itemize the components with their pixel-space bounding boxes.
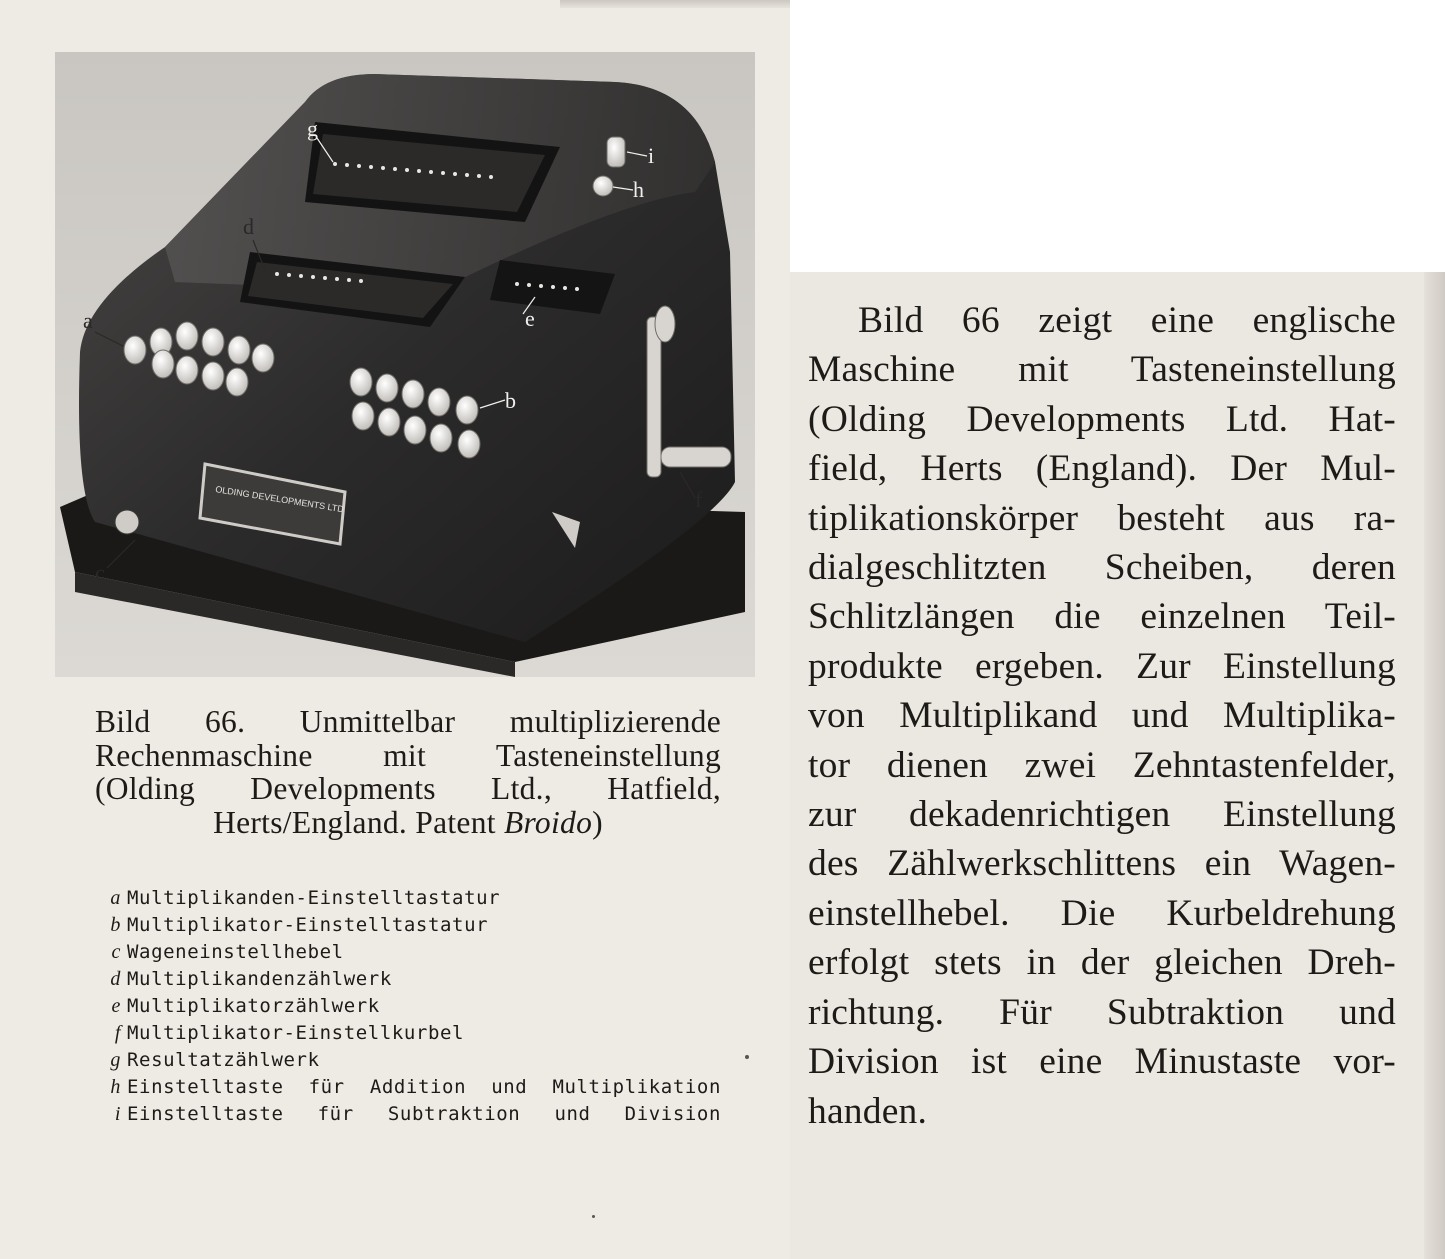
legend-text: Multiplikator-Einstelltastatur (127, 914, 489, 936)
legend-item (95, 966, 721, 993)
legend-item (95, 939, 721, 966)
body-paragraph (808, 296, 1396, 1136)
body-line: zur dekadenrichtigen Einstellung (808, 794, 1396, 836)
photo-label-g: g (307, 116, 318, 141)
legend-text: Einstelltaste für Subtraktion und Division (127, 1103, 721, 1125)
top-bleed-strip (560, 0, 790, 8)
legend-text: Multiplikator-Einstellkurbel (127, 1022, 465, 1044)
photo-label-d: d (243, 214, 254, 239)
photo-label-h: h (633, 177, 644, 202)
caption-inventor: Broido (503, 804, 593, 840)
body-line: Schlitzlängen die einzelnen Teil- (808, 596, 1396, 638)
print-speck (745, 1055, 749, 1059)
caption-line: (Olding Developments Ltd., Hatfield, (95, 771, 721, 806)
body-line: tor dienen zwei Zehntastenfelder, (808, 744, 1396, 786)
legend-key: g (110, 1049, 121, 1071)
caption-line: Rechenmaschine mit Tasteneinstellung (95, 737, 721, 773)
body-line: Division ist eine Minustaste vor- (808, 1041, 1396, 1083)
legend-text: Resultatzählwerk (127, 1049, 320, 1071)
body-line: von Multiplikand und Multiplika- (808, 695, 1396, 737)
legend-text: Wageneinstellhebel (127, 941, 344, 963)
body-line: Bild 66 zeigt eine englische (858, 300, 1396, 341)
body-line: handen. (808, 1090, 928, 1132)
body-line: richtung. Für Subtraktion und (808, 991, 1396, 1033)
body-line: field, Herts (England). Der Mul- (808, 448, 1396, 490)
legend-key: b (110, 914, 121, 936)
print-speck (592, 1215, 595, 1218)
legend-text: Multiplikandenzählwerk (127, 968, 392, 990)
legend-key: h (110, 1076, 121, 1098)
photo-label-e: e (525, 306, 535, 331)
caption-last-suffix: ) (592, 804, 603, 840)
body-line: dialgeschlitzten Scheiben, deren (808, 547, 1396, 589)
photo-label-b: b (505, 388, 516, 413)
body-line: Maschine mit Tasteneinstellung (808, 349, 1396, 391)
legend-key: i (114, 1103, 121, 1125)
nameplate-text: OLDING DEVELOPMENTS LTD (214, 484, 345, 515)
legend-text: Multiplikatorzählwerk (127, 995, 380, 1017)
legend-item (95, 1074, 721, 1101)
legend-key: a (110, 887, 121, 909)
caption-line: Bild 66. Unmittelbar multiplizierende (95, 704, 721, 739)
legend-item (95, 885, 721, 912)
body-line: produkte ergeben. Zur Einstellung (808, 645, 1396, 687)
legend-item (95, 1020, 721, 1047)
caption-line-last (95, 806, 721, 840)
legend-key: e (111, 995, 121, 1017)
photo-label-i: i (648, 143, 655, 168)
legend-item (95, 993, 721, 1020)
body-line: (Olding Developments Ltd. Hat- (808, 398, 1396, 440)
legend-item (95, 1101, 721, 1128)
figure-caption (95, 705, 721, 839)
body-line: des Zählwerkschlittens ein Wagen- (808, 843, 1396, 885)
legend-key: d (110, 968, 121, 990)
legend-key: f (114, 1022, 121, 1044)
figure-legend (95, 885, 721, 1128)
body-line: erfolgt stets in der gleichen Dreh- (808, 942, 1396, 984)
legend-key: c (111, 941, 121, 963)
page-edge-shadow (1424, 272, 1445, 1259)
photo-label-f: f (695, 487, 703, 512)
legend-text: Multiplikanden-Einstelltastatur (127, 887, 501, 909)
machine-photo (55, 52, 755, 677)
legend-item (95, 1047, 721, 1074)
legend-item (95, 912, 721, 939)
legend-text: Einstelltaste für Addition und Multiplikation (127, 1076, 721, 1098)
body-line: tiplikationskörper besteht aus ra- (808, 497, 1396, 539)
body-line: einstellhebel. Die Kurbeldrehung (808, 892, 1396, 934)
caption-last-prefix: Herts/England. Patent (213, 804, 504, 840)
photo-label-a: a (83, 308, 93, 333)
photo-label-c: c (95, 560, 105, 585)
